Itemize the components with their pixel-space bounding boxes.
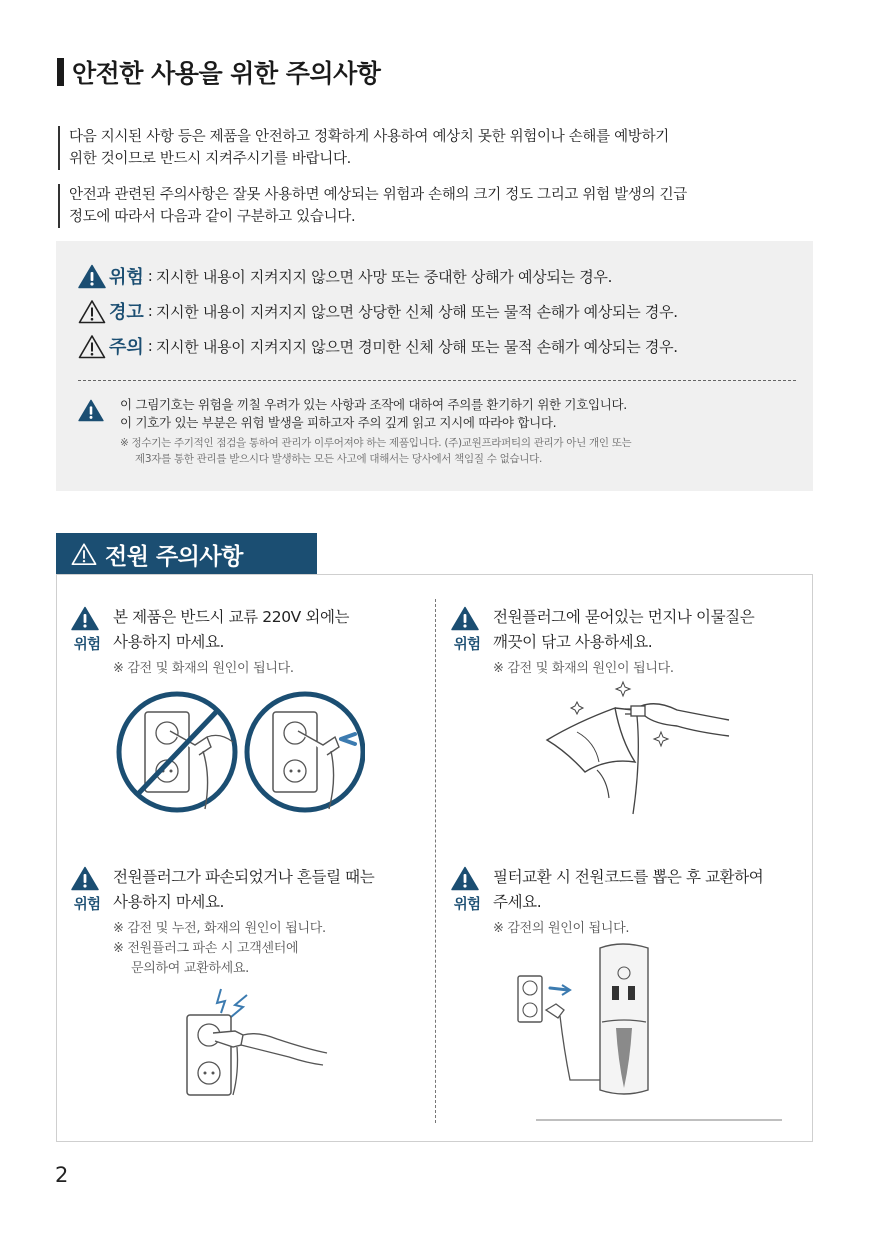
warning-filled-icon [451, 866, 479, 891]
warning-levels-box [56, 241, 813, 491]
warning-filled-icon [71, 606, 99, 631]
disclaimer-line: ※ 정수기는 주기적인 점검을 통하여 관리가 이루어져야 하는 제품입니다. (주)교원프라퍼티의 관리가 아닌 개인 또는 [120, 437, 632, 449]
precaution-note [113, 659, 294, 679]
precaution-line: 주세요. [493, 893, 542, 911]
page-title-block [57, 56, 380, 88]
danger-label: 위험 [73, 637, 101, 653]
warning-outline-icon [78, 334, 106, 359]
section-header-power [56, 533, 317, 575]
precaution-text [113, 865, 374, 915]
precaution-line: 사용하지 마세요. [113, 633, 225, 651]
level-colon: : [147, 337, 153, 355]
level-description: 지시한 내용이 지켜지지 않으면 사망 또는 중대한 상해가 예상되는 경우. [155, 267, 613, 286]
warning-filled-icon [451, 606, 479, 631]
voltage-outlet-illustration [115, 687, 365, 817]
page-title: 안전한 사용을 위한 주의사항 [72, 59, 381, 88]
note-line: ※ 감전 및 누전, 화재의 원인이 됩니다. [113, 921, 326, 936]
title-accent-bar [57, 58, 64, 86]
level-row-warning [78, 298, 678, 324]
page-number: 2 [55, 1163, 69, 1187]
precaution-line: 본 제품은 반드시 교류 220V 외에는 [113, 608, 350, 626]
power-precautions-box [56, 574, 813, 1142]
symbol-note-disclaimer [120, 435, 631, 467]
level-row-caution [78, 333, 678, 359]
dashed-divider [78, 380, 796, 381]
precaution-note [113, 919, 326, 979]
unplug-purifier-illustration [512, 940, 802, 1125]
precaution-line: 깨끗이 닦고 사용하세요. [493, 633, 653, 651]
precaution-line: 필터교환 시 전원코드를 뽑은 후 교환하여 [493, 868, 764, 886]
intro-line: 안전과 관련된 주의사항은 잘못 사용하면 예상되는 위험과 손해의 크기 정도 그리고 위험 발생의 긴급 [69, 187, 688, 203]
level-description: 지시한 내용이 지켜지지 않으면 경미한 신체 상해 또는 물적 손해가 예상되는 경우. [155, 337, 678, 356]
precaution-text [493, 865, 763, 915]
symbol-note-line: 이 기호가 있는 부분은 위험 발생을 피하고자 주의 깊게 읽고 지시에 따라야 합니다. [120, 415, 557, 430]
warning-outline-icon [71, 542, 97, 566]
warning-filled-icon [78, 264, 106, 289]
intro-line: 정도에 따라서 다음과 같이 구분하고 있습니다. [69, 209, 356, 225]
level-word: 위험 [109, 267, 144, 288]
danger-label: 위험 [453, 897, 481, 913]
note-line: ※ 감전 및 화재의 원인이 됩니다. [113, 661, 294, 676]
precaution-text [493, 605, 754, 655]
note-line: ※ 전원플러그 파손 시 고객센터에 [113, 941, 299, 956]
level-description: 지시한 내용이 지켜지지 않으면 상당한 신체 상해 또는 물적 손해가 예상되는 경우. [155, 302, 678, 321]
danger-label: 위험 [453, 637, 481, 653]
precaution-line: 사용하지 마세요. [113, 893, 225, 911]
level-colon: : [147, 267, 153, 285]
intro-paragraph-1 [58, 126, 669, 170]
danger-label: 위험 [73, 897, 101, 913]
symbol-note [120, 396, 627, 432]
precaution-note [493, 919, 629, 939]
level-row-danger [78, 263, 612, 289]
warning-filled-icon [71, 866, 99, 891]
level-word: 경고 [109, 302, 144, 323]
damaged-plug-illustration [177, 983, 387, 1098]
column-divider [435, 599, 436, 1123]
precaution-line: 전원플러그가 파손되었거나 흔들릴 때는 [113, 868, 375, 886]
note-line: ※ 감전 및 화재의 원인이 됩니다. [493, 661, 674, 676]
wipe-plug-illustration [537, 680, 757, 820]
note-line: 문의하여 교환하세요. [131, 961, 249, 976]
section-title: 전원 주의사항 [105, 543, 243, 570]
level-word: 주의 [109, 337, 144, 358]
precaution-line: 전원플러그에 묻어있는 먼지나 이물질은 [493, 608, 755, 626]
warning-filled-icon [78, 399, 104, 422]
note-line: ※ 감전의 원인이 됩니다. [493, 921, 630, 936]
warning-outline-icon [78, 299, 106, 324]
symbol-note-line: 이 그림기호는 위험을 끼칠 우려가 있는 사항과 조작에 대하여 주의를 환기하기 위한 기호입니다. [120, 397, 627, 412]
precaution-text [113, 605, 349, 655]
level-colon: : [147, 302, 153, 320]
intro-line: 위한 것이므로 반드시 지켜주시기를 바랍니다. [69, 151, 351, 167]
disclaimer-line: 제3자를 통한 관리를 받으시다 발생하는 모든 사고에 대해서는 당사에서 책임질 수 없습니다. [135, 453, 543, 465]
intro-line: 다음 지시된 사항 등은 제품을 안전하고 정확하게 사용하여 예상치 못한 위험이나 손해를 예방하기 [69, 129, 669, 145]
precaution-note [493, 659, 674, 679]
intro-paragraph-2 [58, 184, 687, 228]
